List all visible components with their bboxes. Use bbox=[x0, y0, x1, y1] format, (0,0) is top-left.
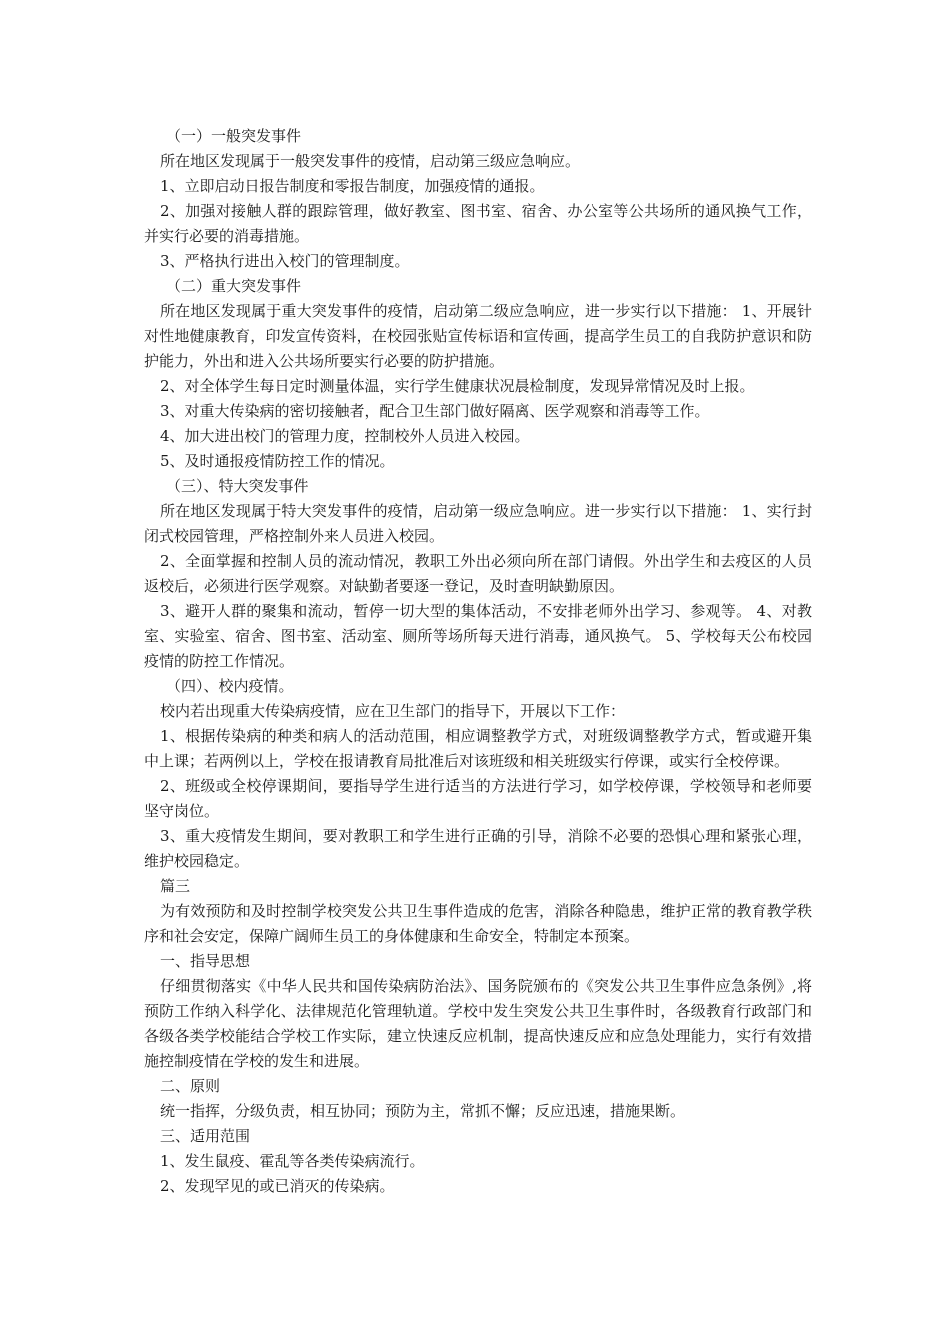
body-paragraph: 仔细贯彻落实《中华人民共和国传染病防治法》、国务院颁布的《突发公共卫生事件应急条例》,将预防工作纳入科学化、法律规范化管理轨道。学校中发生突发公共卫生事件时，各级教育行政部门和各级各类学校能结合学校工作实际，建立快速反应机制，提高快速反应和应急处理能力，实行有效措施控制疫情在学校的发生和进展。 bbox=[144, 977, 812, 1070]
section-heading: （一）一般突发事件 bbox=[166, 127, 302, 145]
body-paragraph: 2、班级或全校停课期间，要指导学生进行适当的方法进行学习，如学校停课，学校领导和老师要坚守岗位。 bbox=[144, 777, 812, 820]
part-heading: 篇三 bbox=[160, 877, 191, 895]
body-paragraph: 所在地区发现属于一般突发事件的疫情，启动第三级应急响应。 bbox=[160, 152, 581, 170]
section-heading: 三、适用范围 bbox=[160, 1127, 251, 1145]
section-heading: 一、指导思想 bbox=[160, 952, 251, 970]
body-paragraph: 2、加强对接触人群的跟踪管理，做好教室、图书室、宿舍、办公室等公共场所的通风换气工作，并实行必要的消毒措施。 bbox=[144, 202, 812, 245]
body-paragraph: 1、立即启动日报告制度和零报告制度，加强疫情的通报。 bbox=[160, 177, 545, 195]
document-page bbox=[144, 124, 812, 1199]
body-paragraph: 1、根据传染病的种类和病人的活动范围，相应调整教学方式，对班级调整教学方式，暂或避开集中上课；若两例以上，学校在报请教育局批准后对该班级和相关班级实行停课，或实行全校停课。 bbox=[144, 727, 812, 770]
body-paragraph: 3、重大疫情发生期间，要对教职工和学生进行正确的引导，消除不必要的恐惧心理和紧张心理，维护校园稳定。 bbox=[144, 827, 812, 870]
body-paragraph: 所在地区发现属于重大突发事件的疫情，启动第二级应急响应，进一步实行以下措施： 1、开展针对性地健康教育，印发宣传资料，在校园张贴宣传标语和宣传画，提高学生员工的自我防护意识和防护能力，外出和进入公共场所要实行必要的防护措施。 bbox=[144, 302, 812, 370]
body-paragraph: 统一指挥，分级负责，相互协同；预防为主，常抓不懈；反应迅速，措施果断。 bbox=[160, 1102, 686, 1120]
body-paragraph: 2、全面掌握和控制人员的流动情况，教职工外出必须向所在部门请假。外出学生和去疫区的人员返校后，必须进行医学观察。对缺勤者要逐一登记，及时查明缺勤原因。 bbox=[144, 552, 812, 595]
body-paragraph: 2、对全体学生每日定时测量体温，实行学生健康状况晨检制度，发现异常情况及时上报。 bbox=[160, 377, 755, 395]
section-heading: （四）、校内疫情。 bbox=[166, 677, 294, 695]
body-paragraph: 3、避开人群的聚集和流动，暂停一切大型的集体活动，不安排老师外出学习、参观等。 4、对教室、实验室、宿舍、图书室、活动室、厕所等场所每天进行消毒，通风换气。 5、学校每天公布校园疫情的防控工作情况。 bbox=[144, 602, 812, 670]
body-paragraph: 3、严格执行进出入校门的管理制度。 bbox=[160, 252, 410, 270]
body-paragraph: 5、及时通报疫情防控工作的情况。 bbox=[160, 452, 395, 470]
section-heading: （三）、特大突发事件 bbox=[166, 477, 309, 495]
section-heading: （二）重大突发事件 bbox=[166, 277, 302, 295]
body-paragraph: 2、发现罕见的或已消灭的传染病。 bbox=[160, 1177, 395, 1195]
section-heading: 二、原则 bbox=[160, 1077, 221, 1095]
body-paragraph: 为有效预防和及时控制学校突发公共卫生事件造成的危害，消除各种隐患，维护正常的教育教学秩序和社会安定，保障广阔师生员工的身体健康和生命安全，特制定本预案。 bbox=[144, 902, 812, 945]
body-paragraph: 1、发生鼠疫、霍乱等各类传染病流行。 bbox=[160, 1152, 425, 1170]
body-paragraph: 4、加大进出校门的管理力度，控制校外人员进入校园。 bbox=[160, 427, 530, 445]
body-paragraph: 3、对重大传染病的密切接触者，配合卫生部门做好隔离、医学观察和消毒等工作。 bbox=[160, 402, 710, 420]
body-paragraph: 校内若出现重大传染病疫情，应在卫生部门的指导下，开展以下工作： bbox=[160, 702, 626, 720]
body-paragraph: 所在地区发现属于特大突发事件的疫情，启动第一级应急响应。进一步实行以下措施： 1、实行封闭式校园管理，严格控制外来人员进入校园。 bbox=[144, 502, 812, 545]
